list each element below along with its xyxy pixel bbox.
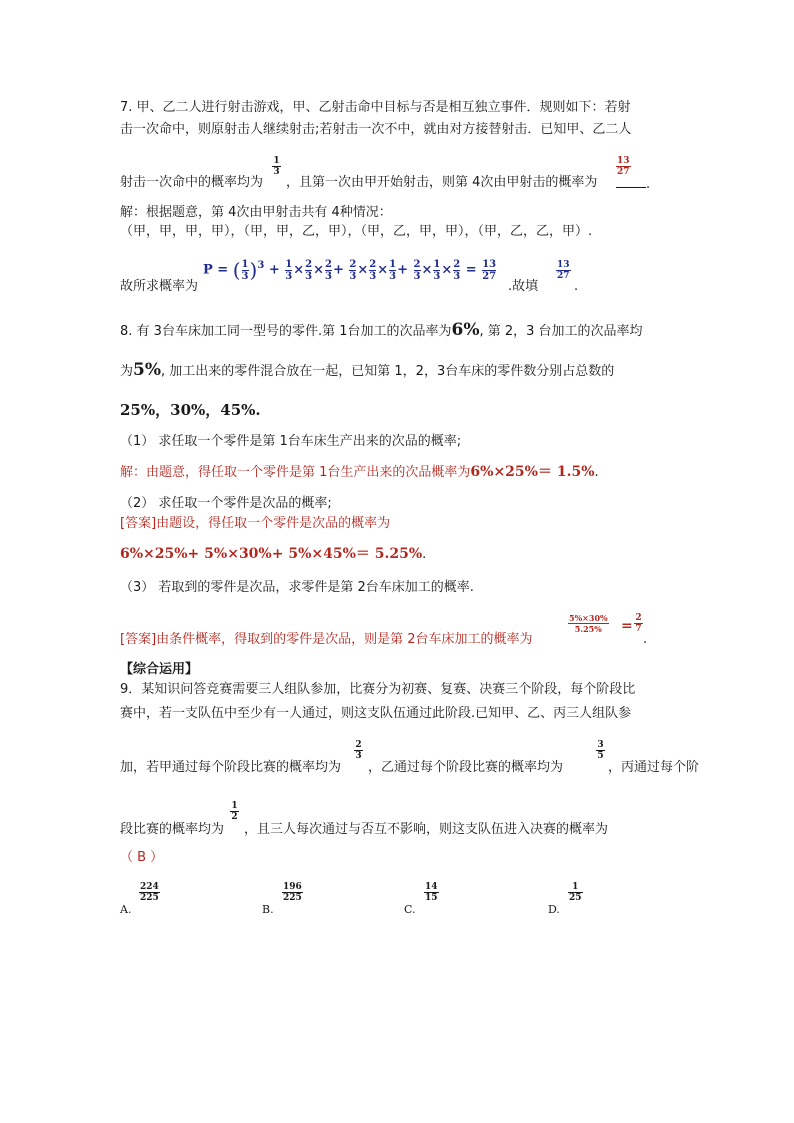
q9-line3-a: 加，若甲通过每个阶段比赛的概率均为 [120, 760, 342, 775]
q8-line2-val: 5% [133, 360, 161, 380]
frac-den: 3 [273, 167, 280, 177]
frac-num: 2 [635, 613, 642, 623]
result-num: 13 [482, 258, 497, 270]
result-den: 27 [482, 270, 497, 282]
f-c1: $\frac{2}{3}$ [413, 258, 421, 282]
answer-blank [616, 175, 646, 188]
formula-result [482, 259, 496, 282]
q8-s1-expr: 6%×25%＝ 1.5% [470, 464, 595, 480]
q7-conclusion-fraction [556, 260, 571, 281]
option-a-label: A. [120, 903, 132, 916]
q7-line3-c: . [646, 177, 651, 192]
q8-line2-a: 为 [120, 364, 134, 379]
frac-num: 1 [273, 156, 280, 166]
f-b3: $\frac{1}{3}$ [389, 258, 397, 282]
option-d-fraction [568, 882, 583, 903]
q8-line1 [120, 322, 643, 340]
frac-num: 13 [557, 260, 570, 270]
frac-num: 224 [140, 882, 159, 892]
frac-num: 3 [597, 740, 604, 750]
q7-line2: 击一次命中，则原射击人继续射击;若射击一次不中，就由对方接替射击．已知甲、乙二人 [120, 122, 632, 137]
q8-s1-b: . [594, 465, 599, 480]
option-c-fraction [424, 882, 439, 903]
frac-num: 5%×30% [569, 613, 608, 623]
q8-line2-b: , 加工出来的零件混合放在一起，已知第 1，2，3台车床的零件数分别占总数的 [161, 364, 615, 379]
frac-den: 2 [231, 812, 238, 822]
frac-num: 196 [283, 882, 302, 892]
f-b2: $\frac{2}{3}$ [369, 258, 377, 282]
q8-s2-b: . [422, 547, 427, 562]
frac-den: 15 [425, 893, 438, 903]
frac-den: 7 [635, 624, 642, 634]
q8-solution2-a: [答案]由题设，得任取一个零件是次品的概率为 [120, 516, 391, 531]
q9-line3-b: ，乙通过每个阶段比赛的概率均为 [368, 760, 564, 775]
frac-den: 225 [283, 893, 302, 903]
q8-s3-fraction [568, 613, 609, 634]
q7-solution-2: （甲，甲，甲，甲），（甲，甲，乙，甲），（甲，乙，甲，甲），（甲，乙，乙，甲）. [120, 224, 593, 239]
q9-frac-jia [354, 740, 363, 761]
q8-line1-a: 8. 有 3台车床加工同一型号的零件.第 1台加工的次品率为 [120, 324, 452, 339]
formula-p: P = [203, 262, 229, 278]
q8-s3-eq: = [621, 618, 633, 634]
frac-den: 27 [617, 167, 630, 177]
frac-num: 13 [617, 156, 630, 166]
q8-line2 [120, 362, 614, 380]
frac-num: 14 [425, 882, 438, 892]
q9-frac-bing [230, 801, 239, 822]
f-1-3: $\frac{1}{3}$ [241, 258, 249, 282]
q7-prob-fraction [272, 156, 281, 177]
q9-line1: 9．某知识问答竞赛需要三人组队参加，比赛分为初赛、复赛、决赛三个阶段，每个阶段比 [120, 682, 636, 697]
f-a1: $\frac{1}{3}$ [285, 258, 293, 282]
frac-den: 5.25% [574, 624, 602, 634]
q8-part3: （3） 若取到的零件是次品，求零件是第 2台车床加工的概率. [120, 580, 474, 595]
frac-den: 3 [355, 751, 362, 761]
q7-answer-fraction [616, 156, 631, 177]
q8-solution1 [120, 464, 599, 481]
q9-line4-a: 段比赛的概率均为 [120, 822, 225, 837]
option-d-label: D. [548, 903, 560, 916]
q8-line3: 25%，30%，45%. [120, 401, 261, 419]
q7-line1: 7. 甲、乙二人进行射击游戏，甲、乙射击命中目标与否是相互独立事件．规则如下：若射 [120, 100, 631, 115]
q7-line3 [120, 175, 263, 191]
frac-num: 1 [231, 801, 238, 811]
q9-frac-yi [596, 740, 605, 761]
q8-line1-b: , 第 2，3 台加工的次品率均 [479, 324, 643, 339]
q7-formula: P = ( $\frac{1}{3}$ )$^3$ + $\frac{1}{3}$ × $\frac{2}{3}$ × $\frac{2}{3}$ + $\frac{2}{3}$ × $\frac{2}{3}$ × $\frac{1}{3}$ + $\frac{2}{3}$ × $\frac{1}{3}$ × $\frac{2}{3}$ = $\frac{13}{27}$ [203, 258, 497, 282]
section-heading: 【综合运用】 [120, 662, 199, 677]
q7-line3-b: ，且第一次由甲开始射击，则第 4次由甲射击的概率为 [286, 175, 598, 190]
q7-line3-a: 射击一次命中的概率均为 [120, 175, 264, 190]
frac-den: 5 [597, 751, 604, 761]
q9-answer: （ B ） [120, 850, 164, 865]
f-b1: $\frac{2}{3}$ [349, 258, 357, 282]
q8-solution2-expr-line [120, 546, 426, 563]
f-c3: $\frac{2}{3}$ [453, 258, 461, 282]
frac-den: 25 [569, 893, 582, 903]
paren-open: ( [232, 258, 241, 282]
option-c-label: C. [404, 903, 416, 916]
frac-num: 2 [355, 740, 362, 750]
q8-line1-val: 6% [451, 320, 480, 340]
q7-conclusion-b: .故填 [508, 279, 539, 294]
q8-s2-expr: 6%×25%+ 5%×30%+ 5%×45%＝ 5.25% [120, 546, 423, 562]
f-a3: $\frac{2}{3}$ [325, 258, 332, 282]
q9-line3-c: ，丙通过每个阶 [608, 760, 700, 775]
f-a2: $\frac{2}{3}$ [305, 258, 313, 282]
q9-line4-b: ，且三人每次通过与否互不影响，则这支队伍进入决赛的概率为 [244, 822, 609, 837]
q9-line2: 赛中，若一支队伍中至少有一人通过，则这支队伍通过此阶段.已知甲、乙、丙三人组队参 [120, 706, 632, 721]
q8-s1-a: 解：由题意，得任取一个零件是第 1台生产出来的次品概率为 [120, 465, 471, 480]
option-a-fraction [139, 882, 160, 903]
formula-eq: = [465, 262, 477, 278]
paren-close: ) [249, 258, 258, 282]
q7-conclusion-c: . [574, 279, 579, 294]
q7-conclusion-a: 故所求概率为 [120, 279, 199, 294]
option-b-fraction [282, 882, 303, 903]
frac-den: 225 [140, 893, 159, 903]
frac-den: 27 [557, 271, 570, 281]
option-b-label: B. [262, 903, 274, 916]
q7-solution-1: 解：根据题意，第 4次由甲射击共有 4种情况： [120, 205, 392, 220]
q8-part1: （1） 求任取一个零件是第 1台车床生产出来的次品的概率; [120, 434, 462, 449]
q8-s3-result [634, 613, 643, 634]
q8-s3-end: . [643, 632, 648, 647]
formula-exp: 3 [257, 260, 265, 272]
frac-num: 1 [572, 882, 579, 892]
f-c2: $\frac{1}{3}$ [433, 258, 441, 282]
q8-solution3-a: [答案]由条件概率，得取到的零件是次品，则是第 2台车床加工的概率为 [120, 632, 533, 647]
q7-blank-wrap [616, 175, 650, 193]
q8-part2: （2） 求任取一个零件是次品的概率; [120, 496, 332, 511]
